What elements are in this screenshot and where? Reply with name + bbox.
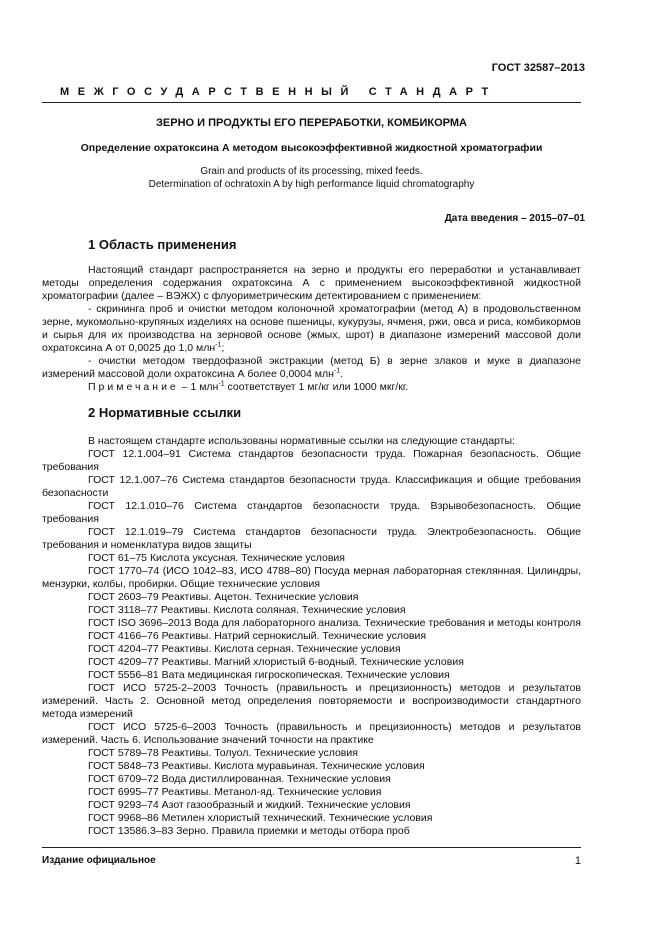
reference-item: ГОСТ 5848–73 Реактивы. Кислота муравьиная. Технические условия (88, 760, 425, 772)
reference-item: ГОСТ 9293–74 Азот газообразный и жидкий. Технические условия (88, 799, 411, 811)
section-1-body (42, 264, 581, 394)
reference-item: ГОСТ 2603–79 Реактивы. Ацетон. Технические условия (88, 591, 359, 603)
reference-item: ГОСТ 1770–74 (ИСО 1042–83, ИСО 4788–80) Посуда мерная лабораторная стеклянная. Цилиндры, мензурки, колбы, пробирки. Общие технические условия (42, 565, 581, 590)
reference-item: ГОСТ 12.1.007–76 Система стандартов безопасности труда. Классификация и общие требования безопасности (42, 474, 581, 499)
reference-item: ГОСТ 4204–77 Реактивы. Кислота серная. Технические условия (88, 643, 401, 655)
english-title-line-2: Determination of ochratoxin A by high performance liquid chromatography (148, 179, 475, 190)
reference-item: ГОСТ 6995–77 Реактивы. Метанол-яд. Технические условия (88, 786, 382, 798)
reference-item: ГОСТ 12.1.004–91 Система стандартов безопасности труда. Пожарная безопасность. Общие требования (42, 448, 581, 473)
section-2-body (42, 435, 581, 838)
reference-item: ГОСТ ИСО 5725-2–2003 Точность (правильность и прецизионность) методов и результатов измерений. Часть 2. Основной метод определения повторяемости и воспроизводимости стандартного метода измерений (42, 682, 581, 720)
reference-item: ГОСТ 5556–81 Вата медицинская гигроскопическая. Технические условия (88, 669, 450, 681)
references-intro: В настоящем стандарте использованы нормативные ссылки на следующие стандарты: (88, 435, 515, 447)
reference-item: ГОСТ 9968–86 Метилен хлористый технический. Технические условия (88, 812, 433, 824)
reference-item: ГОСТ 4166–76 Реактивы. Натрий сернокислый. Технические условия (88, 630, 427, 642)
method-a-end: ; (221, 342, 225, 354)
page-number: 1 (574, 855, 581, 867)
reference-item: ГОСТ 4209–77 Реактивы. Магний хлористый 6-водный. Технические условия (88, 656, 464, 668)
reference-item: ГОСТ 13586.3–83 Зерно. Правила приемки и методы отбора проб (88, 825, 410, 837)
footer-divider (42, 847, 581, 848)
scope-paragraph: Настоящий стандарт распространяется на зерно и продукты его переработки и устанавливает методы определения содержания охратоксина А с применением высокоэффективной жидкостной хроматографии (далее – ВЭЖХ) с флуориметрическим детектированием с применением: (42, 264, 581, 302)
section-1-heading: 1 Область применения (88, 237, 237, 252)
method-b-end: . (340, 368, 344, 380)
document-id: ГОСТ 32587–2013 (491, 62, 585, 74)
standard-banner: МЕЖГОСУДАРСТВЕННЫЙ СТАНДАРТ (60, 86, 497, 98)
introduction-date: Дата введения – 2015–07–01 (444, 213, 585, 224)
method-b-sup: -1 (333, 367, 341, 375)
header-divider (42, 102, 581, 103)
reference-item: ГОСТ ИСО 5725-6–2003 Точность (правильность и прецизионность) методов и результатов измерений. Часть 6. Использование значений точности на практике (42, 721, 581, 746)
note-post: соответствует 1 мг/кг или 1000 мкг/кг. (224, 381, 409, 393)
scope-note (42, 381, 581, 394)
scope-method-b (42, 355, 581, 381)
document-title: ЗЕРНО И ПРОДУКТЫ ЕГО ПЕРЕРАБОТКИ, КОМБИКОРМА (156, 117, 467, 129)
reference-item: ГОСТ 6709–72 Вода дистиллированная. Технические условия (88, 773, 391, 785)
scope-method-a (42, 303, 581, 355)
reference-item: ГОСТ 3118–77 Реактивы. Кислота соляная. Технические условия (88, 604, 406, 616)
reference-item: ГОСТ 5789–78 Реактивы. Толуол. Технические условия (88, 747, 358, 759)
method-b-text: - очистки методом твердофазной экстракции (метод Б) в зерне злаков и муке в диапазоне измерений массовой доли охратоксина А более 0,0004 млн (42, 355, 581, 380)
english-title (42, 165, 581, 191)
note-label: Примечание (88, 381, 179, 393)
note-sup: -1 (218, 380, 225, 388)
note-pre: – 1 млн (178, 381, 219, 393)
reference-item: ГОСТ 12.1.010–76 Система стандартов безопасности труда. Взрывобезопасность. Общие требования (42, 500, 581, 525)
method-a-text: - скрининга проб и очистки методом колоночной хроматографии (метод А) в продовольственном зерне, мукомольно-крупяных изделиях на основе пшеницы, кукурузы, ячменя, ржи, овса и риса, комбикормов и сырья для их производства на зерновой основе (жмых, шрот) в диапазоне измерений массовой доли охратоксина А от 0,0025 до 1,0 млн (42, 303, 581, 354)
section-2-heading: 2 Нормативные ссылки (88, 405, 242, 420)
document-subtitle: Определение охратоксина А методом высокоэффективной жидкостной хроматографии (80, 142, 543, 154)
reference-item: ГОСТ ISO 3696–2013 Вода для лабораторного анализа. Технические требования и методы контроля (88, 617, 581, 629)
reference-item: ГОСТ 12.1.019–79 Система стандартов безопасности труда. Электробезопасность. Общие требования и номенклатура видов защиты (42, 526, 581, 551)
method-a-sup: -1 (215, 341, 222, 349)
english-title-line-1: Grain and products of its processing, mixed feeds. (200, 166, 423, 177)
reference-item: ГОСТ 61–75 Кислота уксусная. Технические условия (88, 552, 345, 564)
official-edition-label: Издание официальное (42, 855, 156, 866)
references-list (42, 448, 581, 838)
